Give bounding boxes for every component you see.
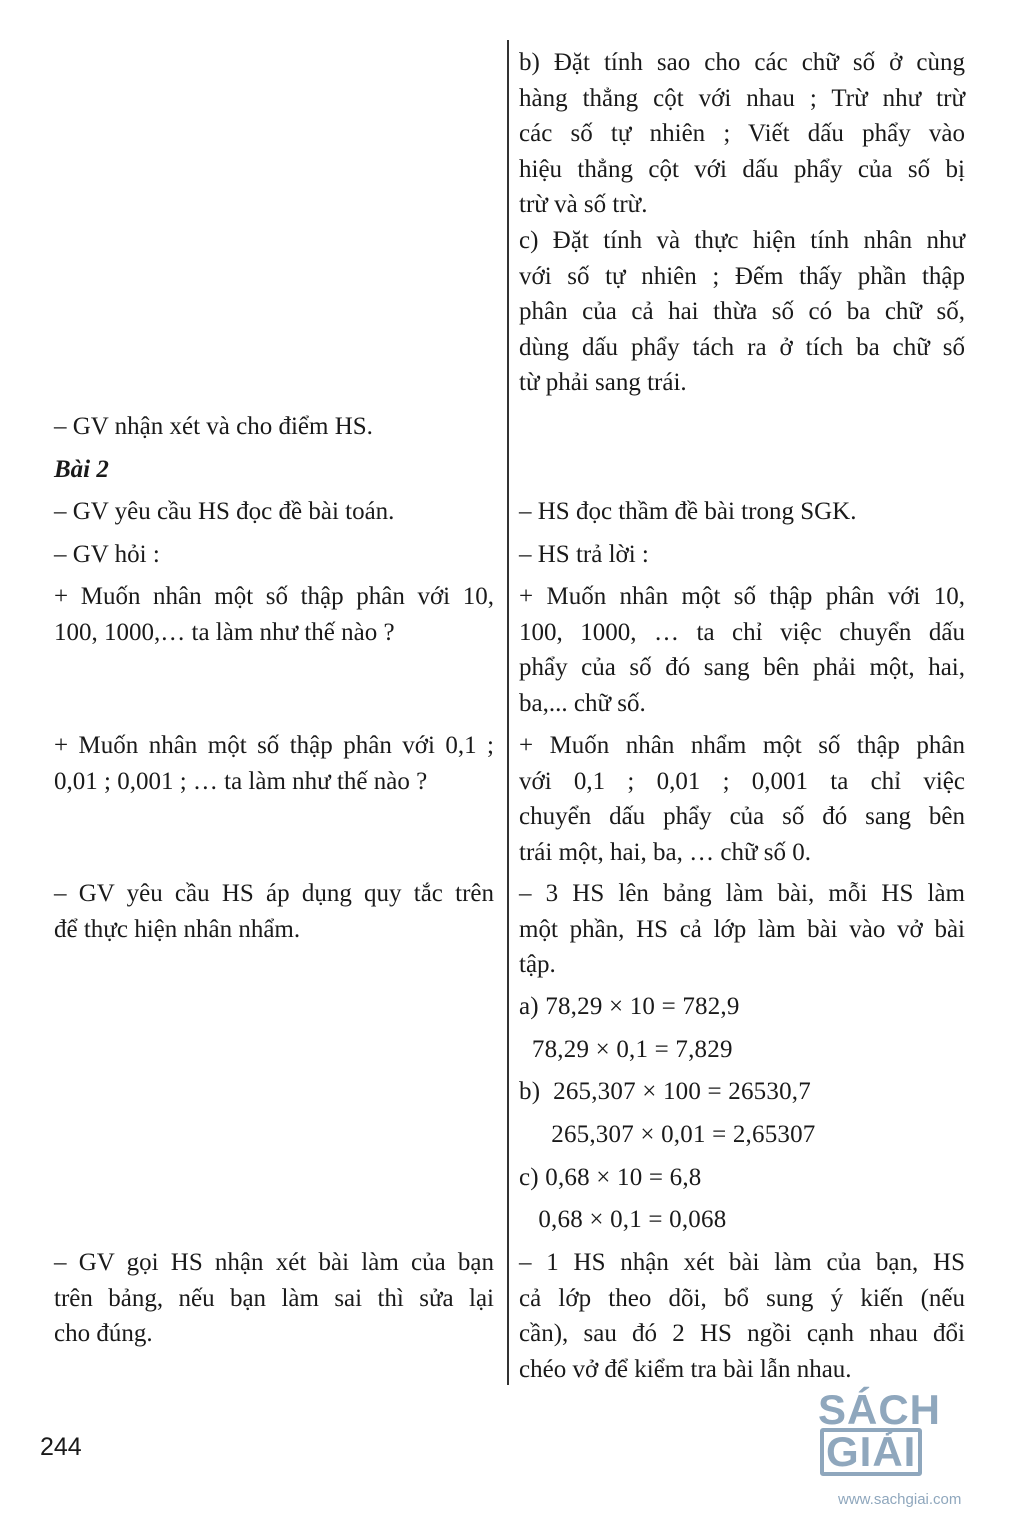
logo-text-box: GIẢI bbox=[820, 1428, 922, 1476]
text-line: tập. bbox=[519, 947, 965, 983]
text-line: 0,01 ; 0,001 ; … ta làm như thế nào ? bbox=[54, 764, 494, 800]
text-line: 100, 1000,… ta làm như thế nào ? bbox=[54, 615, 494, 651]
text-line: ba,... chữ số. bbox=[519, 686, 965, 722]
column-divider bbox=[507, 40, 509, 1385]
text-line: cả lớp theo dõi, bổ sung ý kiến (nếu bbox=[519, 1281, 965, 1317]
logo-url[interactable]: www.sachgiai.com bbox=[818, 1482, 1018, 1517]
answer-q2 bbox=[519, 728, 965, 870]
math-b1: b) 265,307 × 100 = 26530,7 bbox=[519, 1074, 965, 1110]
logo-text-left: SÁCH bbox=[818, 1386, 941, 1433]
math-a2: 78,29 × 0,1 = 7,829 bbox=[519, 1032, 965, 1068]
answer-1c bbox=[519, 223, 965, 401]
answer-1b bbox=[519, 45, 965, 223]
text-line: c) Đặt tính và thực hiện tính nhân như bbox=[519, 223, 965, 259]
text-line: cần), sau đó 2 HS ngồi cạnh nhau đổi bbox=[519, 1316, 965, 1352]
logo-wordmark bbox=[818, 1392, 1018, 1476]
text-line: phân của cả hai thừa số có ba chữ số, bbox=[519, 294, 965, 330]
text-line: trái một, hai, ba, … chữ số 0. bbox=[519, 835, 965, 871]
text-line: – GV yêu cầu HS áp dụng quy tắc trên bbox=[54, 876, 494, 912]
math-c2: 0,68 × 0,1 = 0,068 bbox=[519, 1202, 965, 1238]
text-line: các số tự nhiên ; Viết dấu phẩy vào bbox=[519, 116, 965, 152]
site-logo[interactable] bbox=[818, 1392, 1018, 1482]
page-number: 244 bbox=[40, 1430, 82, 1466]
text-line: với số tự nhiên ; Đếm thấy phần thập bbox=[519, 259, 965, 295]
text-line: hiệu thẳng cột với dấu phẩy của số bị bbox=[519, 152, 965, 188]
text-line: dùng dấu phẩy tách ra ở tích ba chữ số bbox=[519, 330, 965, 366]
hs-read: – HS đọc thầm đề bài trong SGK. bbox=[519, 494, 965, 530]
text-line: hàng thẳng cột với nhau ; Trừ như trừ bbox=[519, 81, 965, 117]
hs-peer-review bbox=[519, 1245, 965, 1387]
answer-q1 bbox=[519, 579, 965, 721]
text-line: chéo vở để kiểm tra bài lẫn nhau. bbox=[519, 1352, 965, 1388]
hs-board-work bbox=[519, 876, 965, 983]
math-a1: a) 78,29 × 10 = 782,9 bbox=[519, 989, 965, 1025]
text-line: phẩy của số đó sang bên phải một, hai, bbox=[519, 650, 965, 686]
text-line: + Muốn nhân một số thập phân với 10, bbox=[54, 579, 494, 615]
text-line: từ phải sang trái. bbox=[519, 365, 965, 401]
text-line: cho đúng. bbox=[54, 1316, 494, 1352]
question-2 bbox=[54, 728, 494, 799]
math-c1: c) 0,68 × 10 = 6,8 bbox=[519, 1160, 965, 1196]
text-line: trừ và số trừ. bbox=[519, 187, 965, 223]
gv-apply-rule bbox=[54, 876, 494, 947]
section-heading-bai2: Bài 2 bbox=[54, 452, 494, 488]
text-line: + Muốn nhân nhẩm một số thập phân bbox=[519, 728, 965, 764]
text-line: chuyển dấu phẩy của số đó sang bên bbox=[519, 799, 965, 835]
gv-call-review bbox=[54, 1245, 494, 1352]
text-line: với 0,1 ; 0,01 ; 0,001 ta chỉ việc bbox=[519, 764, 965, 800]
hs-answer: – HS trả lời : bbox=[519, 537, 965, 573]
text-line: b) Đặt tính sao cho các chữ số ở cùng bbox=[519, 45, 965, 81]
text-line: – GV gọi HS nhận xét bài làm của bạn bbox=[54, 1245, 494, 1281]
text-line: – 1 HS nhận xét bài làm của bạn, HS bbox=[519, 1245, 965, 1281]
gv-request: – GV yêu cầu HS đọc đề bài toán. bbox=[54, 494, 494, 530]
question-1 bbox=[54, 579, 494, 650]
text-line: một phần, HS cả lớp làm bài vào vở bài bbox=[519, 912, 965, 948]
gv-ask: – GV hỏi : bbox=[54, 537, 494, 573]
text-line: để thực hiện nhân nhẩm. bbox=[54, 912, 494, 948]
text-line: + Muốn nhân một số thập phân với 0,1 ; bbox=[54, 728, 494, 764]
text-line: 100, 1000, … ta chỉ việc chuyển dấu bbox=[519, 615, 965, 651]
text-line: + Muốn nhân một số thập phân với 10, bbox=[519, 579, 965, 615]
math-b2: 265,307 × 0,01 = 2,65307 bbox=[519, 1117, 965, 1153]
text-line: – 3 HS lên bảng làm bài, mỗi HS làm bbox=[519, 876, 965, 912]
gv-comment: – GV nhận xét và cho điểm HS. bbox=[54, 409, 494, 445]
text-line: trên bảng, nếu bạn làm sai thì sửa lại bbox=[54, 1281, 494, 1317]
